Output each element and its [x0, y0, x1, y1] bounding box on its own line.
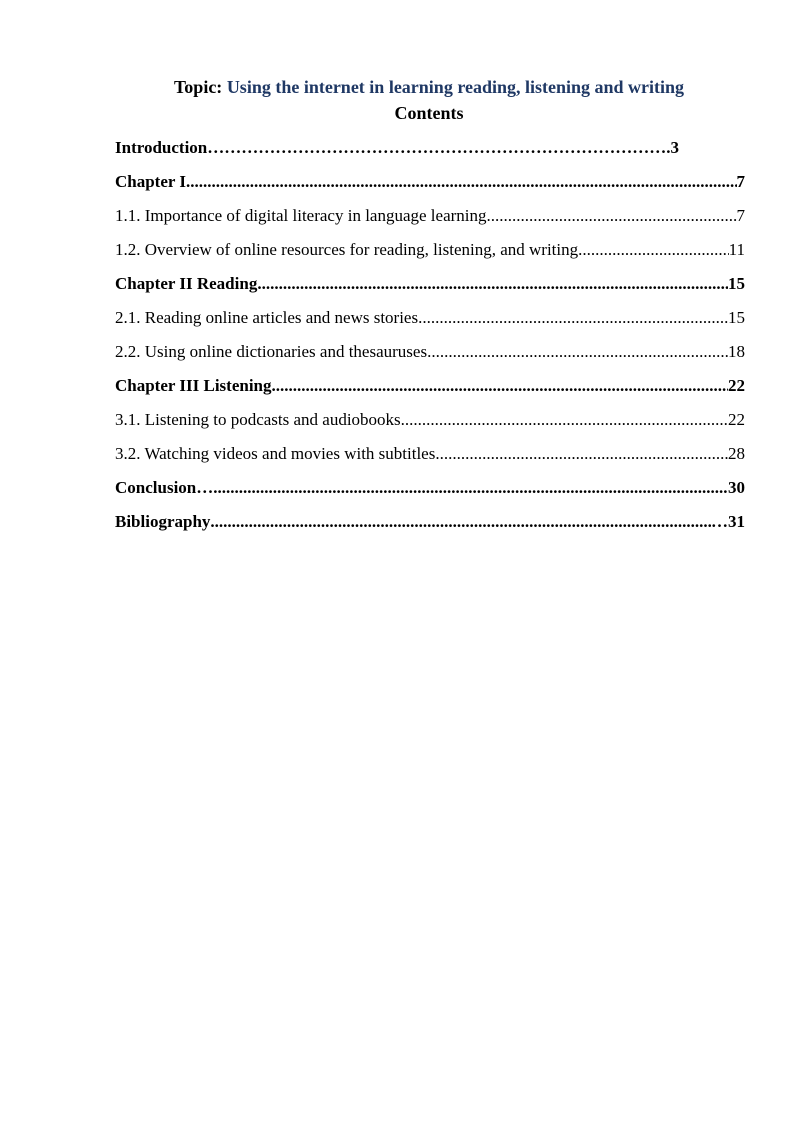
toc-entry-label: Introduction……………………………………………………………………… [115, 138, 667, 157]
toc-entry-2-2 [115, 341, 745, 375]
toc-entry-page: …31 [711, 512, 745, 531]
toc-dot-leader [210, 511, 711, 533]
toc-entry-page: 30 [728, 478, 745, 497]
toc-dot-leader [427, 341, 728, 363]
toc-entry-chapter-3 [115, 375, 745, 409]
toc-entry-label: 2.2. Using online dictionaries and thesauruses [115, 342, 428, 361]
topic-label: Topic: [173, 77, 223, 97]
toc-entry-page: 22 [728, 376, 745, 395]
toc-entry-page: 15 [728, 308, 745, 327]
toc-dot-leader [418, 307, 728, 329]
toc-entry-page: 11 [728, 240, 745, 259]
topic-heading [0, 75, 800, 99]
toc-dot-leader [435, 443, 728, 465]
toc-entry-1-2 [115, 239, 745, 273]
toc-entry-label: 1.2. Overview of online resources for reading, listening, and writing [115, 240, 579, 259]
toc-dot-leader [213, 477, 728, 499]
toc-entry-label: 3.1. Listening to podcasts and audiobooks [115, 410, 401, 429]
toc-entry-page: 22 [728, 410, 745, 429]
toc-entry-conclusion [115, 477, 745, 511]
toc-entry-2-1 [115, 307, 745, 341]
toc-dot-leader [487, 205, 737, 227]
toc-entry-1-1 [115, 205, 745, 239]
toc-entry-page: 15 [728, 274, 745, 293]
toc-entry-bibliography [115, 511, 745, 545]
toc-dot-leader [272, 375, 729, 397]
toc-entry-page: 7 [736, 172, 745, 191]
toc-dot-leader [257, 273, 728, 295]
toc-entry-label: Conclusion… [115, 478, 214, 497]
toc-entry-3-2 [115, 443, 745, 477]
toc-entry-label: Chapter III Listening [115, 376, 272, 395]
toc-dot-leader [401, 409, 728, 431]
toc-entry-label: Bibliography [115, 512, 211, 531]
toc-entry-page: 7 [736, 206, 745, 225]
toc-entry-chapter-2 [115, 273, 745, 307]
toc-dot-leader [186, 171, 737, 193]
toc-entry-label: Chapter II Reading [115, 274, 258, 293]
toc-entry-label: 3.2. Watching videos and movies with subtitles [115, 444, 436, 463]
toc-entry-label: 2.1. Reading online articles and news stories [115, 308, 419, 327]
toc-entry-page: 18 [728, 342, 745, 361]
toc-entry-introduction [115, 137, 745, 171]
toc-entry-page: .3 [666, 138, 680, 157]
topic-value: Using the internet in learning reading, listening and writing [226, 77, 685, 97]
contents-title: Contents [394, 103, 464, 123]
toc-entry-label: 1.1. Importance of digital literacy in language learning [115, 206, 487, 225]
toc-entry-label: Chapter I [115, 172, 186, 191]
toc-entry-3-1 [115, 409, 745, 443]
toc-dot-leader [578, 239, 728, 261]
toc-entry-chapter-1 [115, 171, 745, 205]
table-of-contents [115, 137, 745, 545]
toc-entry-page: 28 [728, 444, 745, 463]
